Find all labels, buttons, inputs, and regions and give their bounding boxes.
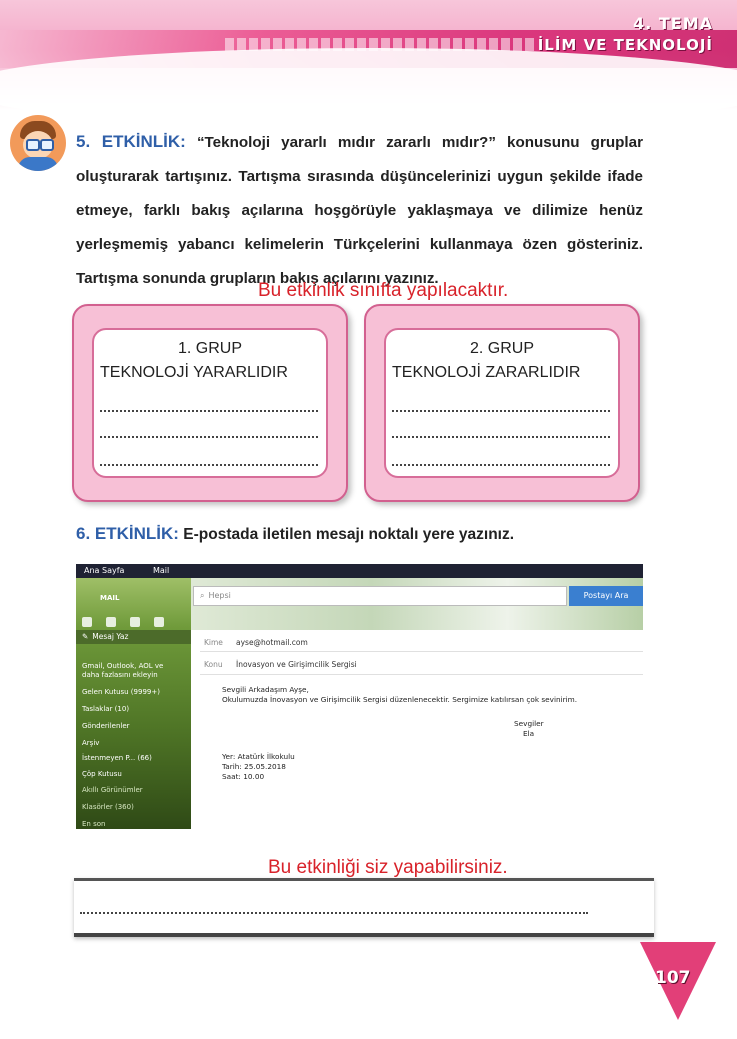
- answer-line[interactable]: [100, 464, 318, 466]
- group-1-inner: [92, 328, 328, 478]
- topbar-mail[interactable]: Mail: [152, 566, 170, 575]
- sidebar-item-smart-views[interactable]: Akıllı Görünümler: [82, 786, 143, 794]
- mail-toolbar-icons: [82, 612, 190, 626]
- sidebar-item-trash[interactable]: Çöp Kutusu: [82, 770, 122, 778]
- answer-line[interactable]: [392, 464, 610, 466]
- settings-icon[interactable]: [154, 617, 164, 627]
- group-2-title: 2. GRUP: [469, 340, 534, 357]
- activity-6-line: [76, 524, 514, 544]
- sidebar-item-folders[interactable]: Klasörler (360): [82, 803, 134, 811]
- sidebar-add-accounts-2[interactable]: daha fazlasını ekleyin: [82, 671, 158, 679]
- sidebar-item-drafts[interactable]: Taslaklar (10): [82, 705, 130, 713]
- mail-logo: MAIL: [100, 594, 120, 602]
- page-number: 107: [655, 968, 691, 988]
- theme-title: İLİM VE TEKNOLOJİ: [537, 36, 713, 54]
- sidebar-item-archive[interactable]: Arşiv: [82, 739, 100, 747]
- subject-label: Konu: [204, 660, 223, 669]
- class-note: Bu etkinlik sınıfta yapılacaktır.: [258, 280, 509, 301]
- sidebar-item-sent[interactable]: Gönderilenler: [82, 722, 130, 730]
- mail-signature: Ela: [523, 729, 535, 738]
- mail-subject-row: [204, 660, 357, 669]
- group-1-title: 1. GRUP: [177, 340, 242, 357]
- mail-time: Saat: 10.00: [222, 772, 265, 781]
- activity-5-paragraph: [76, 125, 643, 296]
- activity-6-text: E-postada iletilen mesajı noktalı yere yazınız.: [183, 526, 515, 543]
- activity-6-number: 6. ETKİNLİK:: [76, 524, 179, 543]
- search-icon: ⌕: [200, 591, 205, 600]
- banner-wave: [0, 48, 737, 110]
- mail-to-row: [204, 638, 308, 647]
- group-2-subtitle: TEKNOLOJİ ZARARLIDIR: [392, 364, 581, 381]
- answer-line[interactable]: [392, 410, 610, 412]
- mail-topbar: [76, 564, 643, 578]
- faded-banner-text: [225, 38, 535, 51]
- subject-value[interactable]: İnovasyon ve Girişimcilik Sergisi: [236, 660, 357, 669]
- divider: [200, 651, 643, 652]
- compose-label: Mesaj Yaz: [92, 632, 129, 641]
- search-mail-button[interactable]: Postayı Ara: [569, 586, 643, 606]
- answer-box: [74, 878, 654, 937]
- group-1-card: [72, 304, 348, 502]
- student-avatar-icon: [10, 115, 66, 171]
- sidebar-add-accounts[interactable]: Gmail, Outlook, AOL ve: [82, 662, 164, 670]
- sidebar-item-recent[interactable]: En son: [82, 820, 106, 828]
- answer-line[interactable]: [100, 436, 318, 438]
- email-screenshot: [76, 564, 643, 829]
- envelope-icon[interactable]: [82, 617, 92, 627]
- header-banner: [0, 0, 737, 110]
- mail-date: Tarih: 25.05.2018: [222, 762, 286, 771]
- mail-body-text: Okulumuzda İnovasyon ve Girişimcilik Sergisi düzenlenecektir. Sergimize katılırsan çok sevinirim.: [222, 695, 578, 704]
- compose-button[interactable]: [76, 630, 191, 644]
- sidebar-item-spam[interactable]: İstenmeyen P... (66): [82, 754, 152, 762]
- sidebar-item-inbox[interactable]: Gelen Kutusu (9999+): [82, 688, 160, 696]
- group-1-subtitle: TEKNOLOJİ YARARLIDIR: [100, 364, 288, 381]
- answer-line[interactable]: [80, 912, 588, 914]
- homework-note: Bu etkinliği siz yapabilirsiniz.: [268, 857, 508, 878]
- theme-number: 4. TEMA: [633, 14, 713, 33]
- search-placeholder: Hepsi: [208, 591, 231, 600]
- to-label: Kime: [204, 638, 223, 647]
- activity-5-number: 5. ETKİNLİK:: [76, 132, 186, 151]
- contacts-icon[interactable]: [106, 617, 116, 627]
- to-value[interactable]: ayse@hotmail.com: [236, 638, 308, 647]
- group-2-card: [364, 304, 640, 502]
- mail-search-input[interactable]: [193, 586, 567, 606]
- mail-place: Yer: Atatürk İlkokulu: [222, 752, 295, 761]
- divider: [200, 674, 643, 675]
- mail-greeting: Sevgili Arkadaşım Ayşe,: [222, 685, 309, 694]
- pencil-icon: ✎: [82, 632, 89, 641]
- calendar-icon[interactable]: [130, 617, 140, 627]
- group-2-inner: [384, 328, 620, 478]
- answer-line[interactable]: [100, 410, 318, 412]
- answer-line[interactable]: [392, 436, 610, 438]
- mail-closing: Sevgiler: [514, 719, 544, 728]
- activity-5-text: “Teknoloji yararlı mıdır zararlı mıdır?” konusunu gruplar oluşturarak tartışınız. Tartışma sırasında düşüncelerinizi uygun şekilde ifade etmeye, farklı bakış açılarına hoşgörüyle yaklaşmaya ve dilimize henüz yerleşmemiş yabancı kelimelerin Türkçelerini kullanmaya özen gösteriniz. Tartışma sonunda grupların bakış açılarını yazınız.: [76, 134, 643, 287]
- topbar-home[interactable]: Ana Sayfa: [84, 566, 125, 575]
